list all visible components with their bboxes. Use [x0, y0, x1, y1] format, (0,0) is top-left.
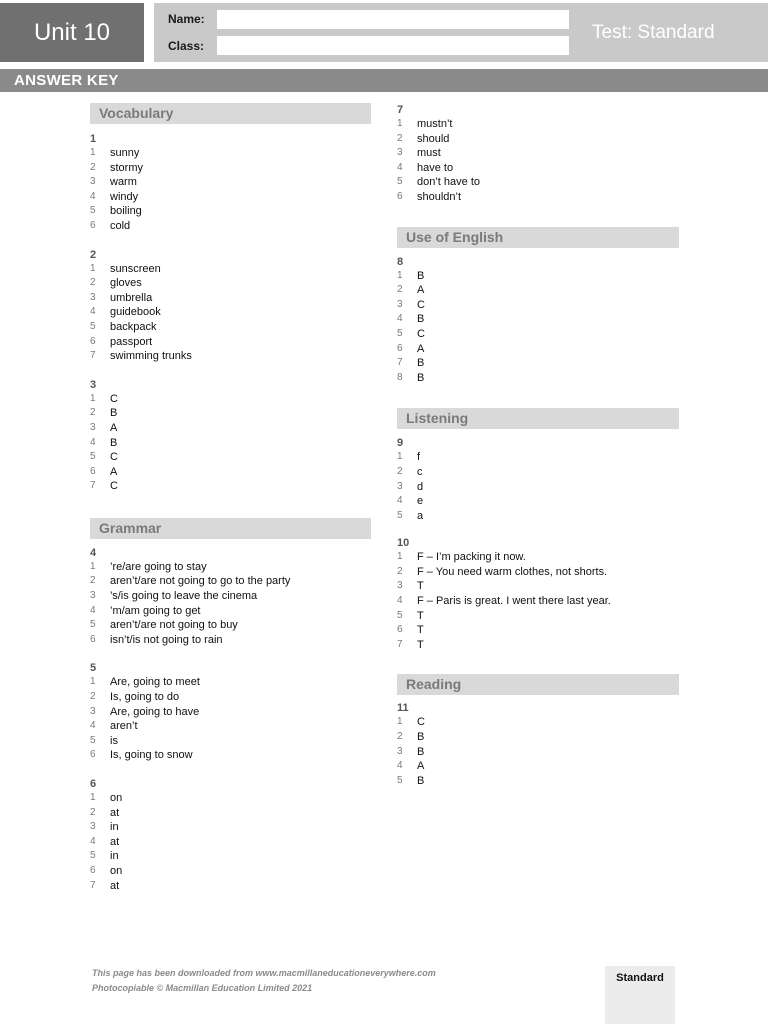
answer-text: d [417, 480, 424, 493]
download-notice: This page has been downloaded from www.macmillaneducationeverywhere.com [92, 968, 436, 978]
answer-number: 7 [397, 638, 403, 650]
answer-item [90, 291, 371, 306]
answer-number: 5 [397, 774, 403, 786]
answer-item [90, 719, 371, 734]
answer-number: 6 [90, 633, 96, 645]
answer-number: 1 [90, 792, 96, 803]
answer-text: in [110, 850, 119, 863]
answer-item [90, 320, 371, 335]
answer-text: ’re/are going to stay [110, 560, 207, 573]
answer-item [397, 594, 679, 609]
answer-item [90, 335, 371, 350]
answer-item [90, 675, 371, 690]
exercise-number: 6 [90, 778, 97, 790]
answer-number: 4 [90, 190, 96, 202]
answer-number: 6 [397, 342, 403, 354]
unit-label: Unit 10 [0, 3, 144, 62]
answer-number: 1 [397, 716, 403, 728]
answer-text: mustn’t [417, 118, 453, 130]
exercise-number: 10 [397, 537, 410, 550]
answer-item [397, 494, 679, 509]
answer-number: 3 [90, 176, 96, 188]
answer-number: 2 [90, 575, 96, 587]
exercise-block [397, 701, 679, 788]
answer-number: 7 [90, 480, 96, 492]
answer-number: 1 [90, 676, 96, 688]
answer-item [90, 465, 371, 480]
answer-item [90, 349, 371, 364]
answer-item [90, 276, 371, 291]
answer-number: 3 [397, 580, 403, 592]
answer-text: in [110, 821, 119, 834]
answer-number: 1 [90, 147, 96, 158]
answer-number: 2 [90, 277, 96, 289]
answer-text: B [417, 357, 425, 370]
answer-number: 5 [90, 850, 96, 862]
answer-item [397, 132, 679, 147]
answer-number: 2 [90, 806, 96, 818]
answer-item [90, 849, 371, 864]
section-title: Grammar [90, 518, 371, 539]
answer-number: 4 [397, 760, 403, 772]
answer-text: shouldn’t [417, 190, 462, 203]
answer-item [90, 161, 371, 176]
answer-item [397, 623, 679, 638]
answer-text: a [417, 509, 424, 522]
answer-text: on [110, 792, 123, 804]
name-label: Name: [168, 12, 205, 26]
answer-text: B [417, 313, 425, 326]
exercise-block [397, 536, 679, 652]
answer-number: 3 [90, 821, 96, 833]
level-badge [605, 966, 675, 1024]
answer-text: guidebook [110, 306, 161, 319]
exercise-block [397, 255, 679, 386]
answer-text: c [417, 465, 423, 478]
answer-number: 6 [90, 864, 96, 876]
answer-text: B [417, 731, 425, 744]
answer-text: at [110, 835, 120, 848]
answer-text: A [417, 284, 425, 297]
answer-text: A [417, 342, 425, 355]
answer-number: 5 [397, 509, 403, 521]
answer-text: B [110, 436, 118, 449]
answer-text: e [417, 495, 424, 508]
answer-text: B [417, 269, 425, 282]
answer-item [90, 204, 371, 219]
answer-text: A [110, 421, 118, 434]
answer-item [90, 633, 371, 648]
exercise-block [90, 132, 371, 234]
answer-item [90, 589, 371, 604]
answer-item [397, 146, 679, 161]
answer-number: 1 [397, 118, 403, 129]
answer-number: 5 [90, 205, 96, 217]
answer-item [397, 774, 679, 789]
answer-number: 6 [90, 335, 96, 347]
answer-number: 3 [90, 421, 96, 433]
exercise-number: 7 [397, 104, 404, 116]
answer-item [90, 791, 371, 806]
answer-number: 4 [397, 313, 403, 325]
answer-item [397, 117, 679, 132]
answer-text: F – Paris is great. I went there last year. [417, 595, 611, 608]
answer-item [90, 305, 371, 320]
answer-text: is [110, 734, 118, 747]
answer-text: B [110, 407, 118, 420]
class-field[interactable] [217, 36, 569, 55]
right-column [397, 103, 679, 788]
answer-text: C [110, 480, 118, 493]
answer-number: 1 [397, 551, 403, 563]
exercise-number: 9 [397, 437, 404, 450]
answer-text: warm [110, 176, 137, 189]
answer-number: 6 [90, 749, 96, 761]
answer-text: should [417, 132, 450, 145]
answer-number: 1 [90, 392, 96, 404]
answer-item [397, 371, 679, 386]
answer-number: 5 [90, 451, 96, 463]
answer-text: C [110, 451, 118, 464]
section-title: Use of English [397, 227, 679, 248]
answer-text: A [110, 465, 118, 478]
answer-item [397, 161, 679, 176]
answer-number: 4 [397, 161, 403, 173]
answer-item [397, 480, 679, 495]
answer-text: F – I’m packing it now. [417, 551, 526, 564]
exercise-block [90, 378, 371, 494]
answer-text: have to [417, 161, 454, 174]
answer-item [90, 146, 371, 161]
answer-number: 3 [397, 298, 403, 310]
answer-text: aren’t/are not going to go to the party [110, 575, 291, 588]
answer-number: 2 [397, 132, 403, 144]
answer-text: must [417, 147, 441, 160]
answer-number: 3 [90, 291, 96, 303]
level-label: Standard [616, 972, 664, 984]
answer-text: don’t have to [417, 176, 480, 189]
answer-number: 6 [397, 624, 403, 636]
answer-number: 2 [397, 731, 403, 743]
answer-text: passport [110, 335, 153, 348]
answer-number: 7 [397, 357, 403, 369]
answer-text: C [417, 716, 425, 729]
exercise-block [90, 248, 371, 364]
answer-text: cold [110, 219, 131, 232]
section-title: Vocabulary [90, 103, 371, 124]
answer-item [397, 283, 679, 298]
answer-item [90, 604, 371, 619]
answer-item [397, 269, 679, 284]
answer-text: T [417, 624, 424, 637]
answer-item [90, 479, 371, 494]
section-title: Listening [397, 408, 679, 429]
answer-number: 7 [90, 879, 96, 891]
answer-item [397, 565, 679, 580]
answer-text: boiling [110, 205, 142, 218]
answer-item [90, 690, 371, 705]
answer-text: C [110, 392, 118, 405]
answer-item [90, 421, 371, 436]
answer-item [397, 638, 679, 653]
answer-item [90, 835, 371, 850]
answer-number: 5 [397, 327, 403, 339]
answer-item [397, 450, 679, 465]
answer-text: isn’t/is not going to rain [110, 633, 223, 646]
answer-text: aren’t [110, 720, 138, 733]
answer-item [90, 262, 371, 277]
answer-item [90, 175, 371, 190]
answer-text: sunscreen [110, 262, 161, 275]
answer-number: 5 [397, 176, 403, 188]
answer-item [90, 820, 371, 835]
copyright-notice: Photocopiable © Macmillan Education Limited 2021 [92, 983, 313, 993]
answer-number: 4 [397, 595, 403, 607]
answer-item [397, 327, 679, 342]
answer-number: 7 [90, 350, 96, 362]
answer-number: 4 [90, 306, 96, 318]
answer-item [90, 705, 371, 720]
answer-item [90, 219, 371, 234]
answer-item [397, 550, 679, 565]
answer-item [90, 574, 371, 589]
answer-item [397, 730, 679, 745]
answer-number: 2 [90, 161, 96, 173]
answer-text: Are, going to meet [110, 676, 200, 689]
answer-item [397, 609, 679, 624]
answer-text: C [417, 298, 425, 311]
exercise-number: 4 [90, 546, 97, 559]
answer-number: 1 [90, 560, 96, 572]
answer-item [90, 748, 371, 763]
answer-number: 1 [90, 262, 96, 274]
exercise-number: 3 [90, 378, 97, 391]
answer-number: 4 [397, 495, 403, 507]
answer-text: windy [110, 190, 139, 203]
answer-item [397, 356, 679, 371]
answer-number: 3 [397, 147, 403, 159]
answer-item [397, 465, 679, 480]
answer-item [90, 436, 371, 451]
answer-number: 3 [90, 705, 96, 717]
answer-item [397, 312, 679, 327]
answer-item [90, 864, 371, 879]
exercise-block [90, 546, 371, 648]
exercise-number: 5 [90, 662, 97, 675]
answer-item [90, 806, 371, 821]
answer-text: stormy [110, 161, 143, 174]
test-type-label: Test: Standard [592, 22, 715, 43]
exercise-number: 1 [90, 133, 97, 145]
answer-item [397, 579, 679, 594]
answer-number: 2 [397, 465, 403, 477]
answer-number: 8 [397, 371, 403, 383]
answer-item [397, 298, 679, 313]
exercise-block [90, 661, 371, 763]
answer-number: 4 [90, 835, 96, 847]
answer-text: ’m/am going to get [110, 604, 201, 617]
answer-text: aren’t/are not going to buy [110, 619, 238, 632]
answer-text: swimming trunks [110, 350, 192, 363]
answer-number: 2 [397, 565, 403, 577]
answer-number: 2 [90, 407, 96, 419]
answer-item [397, 342, 679, 357]
answer-number: 3 [90, 590, 96, 602]
answer-item [90, 406, 371, 421]
answer-number: 1 [397, 451, 403, 463]
answer-number: 6 [397, 190, 403, 202]
answer-text: C [417, 327, 425, 340]
answer-number: 5 [397, 609, 403, 621]
answer-item [397, 509, 679, 524]
exercise-block [90, 777, 371, 893]
answer-number: 4 [90, 604, 96, 616]
answer-text: B [417, 774, 425, 787]
answer-text: T [417, 638, 424, 651]
answer-text: Is, going to snow [110, 749, 193, 762]
answer-item [397, 745, 679, 760]
exercise-number: 11 [397, 702, 409, 715]
answer-item [90, 190, 371, 205]
answer-text: umbrella [110, 291, 153, 304]
answer-number: 4 [90, 436, 96, 448]
answer-text: F – You need warm clothes, not shorts. [417, 565, 608, 578]
answer-text: at [110, 806, 120, 819]
answer-number: 1 [397, 269, 403, 281]
answer-number: 3 [397, 480, 403, 492]
answer-text: T [417, 580, 424, 593]
answer-number: 6 [90, 465, 96, 477]
answer-text: B [417, 371, 425, 384]
answer-text: A [417, 760, 425, 773]
answer-number: 4 [90, 720, 96, 732]
answer-item [90, 734, 371, 749]
class-label: Class: [168, 39, 205, 53]
answer-text: Is, going to do [110, 691, 180, 704]
answer-item [90, 879, 371, 894]
answer-key-banner: ANSWER KEY [0, 69, 768, 92]
answer-text: on [110, 864, 123, 877]
answer-text: sunny [110, 147, 140, 159]
exercise-block [397, 103, 679, 205]
answer-item [90, 618, 371, 633]
answer-text: Are, going to have [110, 705, 200, 718]
answer-item [90, 450, 371, 465]
exercise-block [397, 436, 679, 523]
answer-text: ’s/is going to leave the cinema [110, 590, 258, 603]
answer-number: 5 [90, 734, 96, 746]
answer-number: 3 [397, 745, 403, 757]
header-bar [154, 3, 768, 62]
answer-text: T [417, 609, 424, 622]
left-column [90, 103, 371, 893]
answer-text: B [417, 745, 425, 758]
answer-item [90, 392, 371, 407]
answer-item [397, 715, 679, 730]
answer-item [90, 560, 371, 575]
answer-item [397, 190, 679, 205]
answer-text: backpack [110, 320, 157, 333]
exercise-number: 8 [397, 255, 404, 268]
answer-number: 6 [90, 219, 96, 231]
answer-number: 2 [397, 284, 403, 296]
section-title: Reading [397, 674, 679, 695]
exercise-number: 2 [90, 248, 97, 261]
answer-text: at [110, 879, 120, 892]
answer-text: gloves [110, 277, 142, 290]
answer-text: f [417, 451, 421, 464]
name-field[interactable] [217, 10, 569, 29]
answer-item [397, 759, 679, 774]
answer-number: 5 [90, 619, 96, 631]
answer-number: 2 [90, 691, 96, 703]
answer-number: 5 [90, 320, 96, 332]
answer-item [397, 175, 679, 190]
